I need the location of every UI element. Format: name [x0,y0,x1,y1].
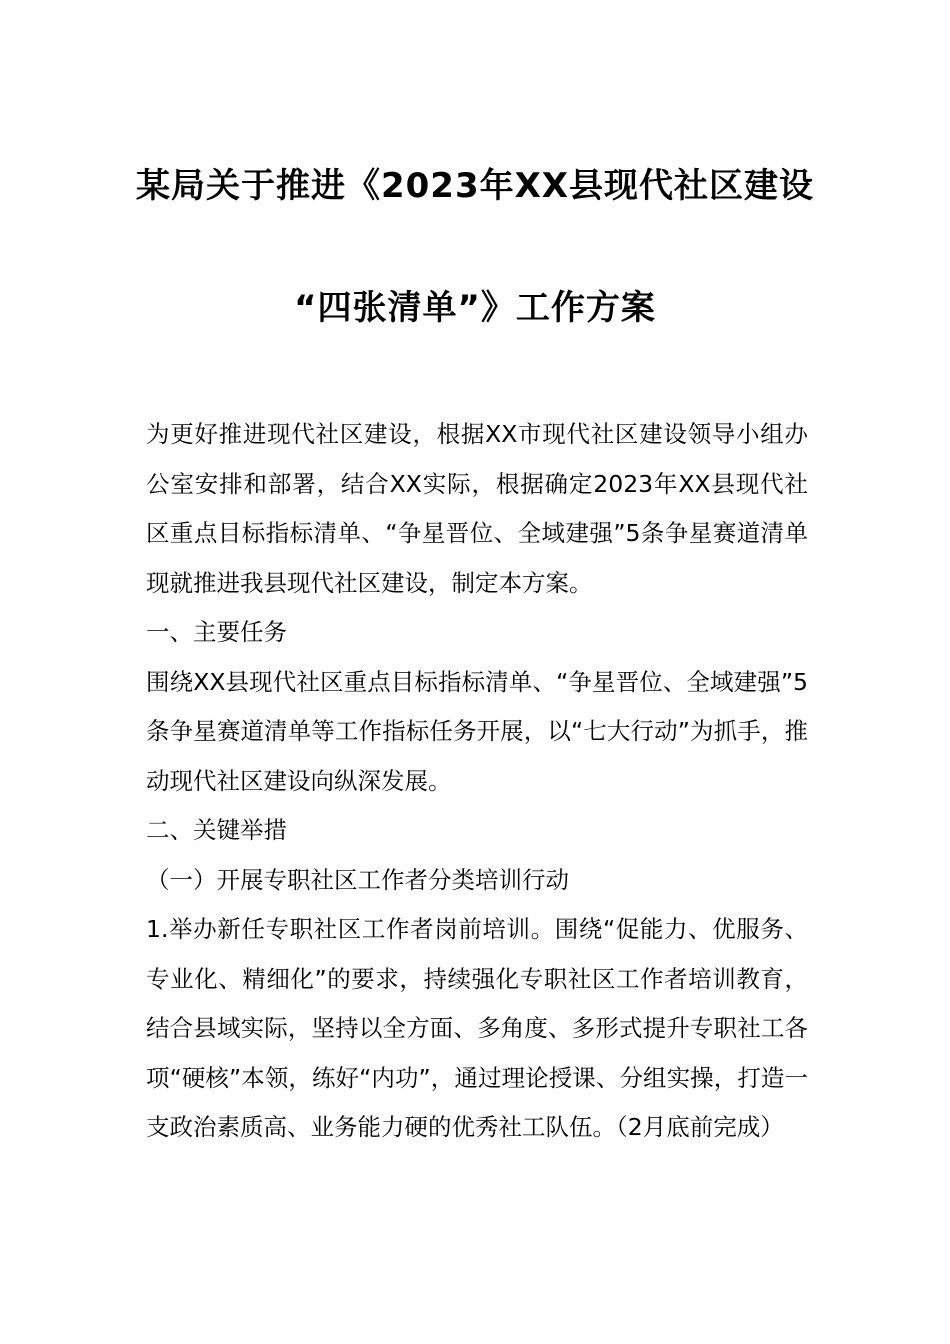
main-tasks-paragraph: 围绕XX县现代社区重点目标指标清单、“争星晋位、全域建强”5条争星赛道清单等工作指标任务开展，以“七大行动”为抓手，推动现代社区建设向纵深发展。 [146,667,808,795]
training-paragraph: 1.举办新任专职社区工作者岗前培训。围绕“促能力、优服务、专业化、精细化”的要求，持续强化专职社区工作者培训教育，结合县域实际，坚持以全方面、多角度、多形式提升专职社工各项“硬核”本领，练好“内功”，通过理论授课、分组实操，打造一支政治素质高、业务能力硬的优秀社工队伍。（2月底前完成） [146,915,808,1141]
section-heading-key-measures: 二、关键举措 [146,816,287,844]
intro-paragraph: 为更好推进现代社区建设，根据XX市现代社区建设领导小组办公室安排和部署，结合XX实际，根据确定2023年XX县现代社区重点目标指标清单、“争星晋位、全域建强”5条争星赛道清单现就推进我县现代社区建设，制定本方案。 [146,420,808,597]
document-title-line-1: 某局关于推进《2023年XX县现代社区建设 [135,166,815,206]
section-heading-main-tasks: 一、主要任务 [146,618,287,646]
document-body [146,410,808,1153]
document-title-line-2: “四张清单”》工作方案 [294,288,656,328]
subsection-heading-training: （一）开展专职社区工作者分类培训行动 [146,865,569,894]
